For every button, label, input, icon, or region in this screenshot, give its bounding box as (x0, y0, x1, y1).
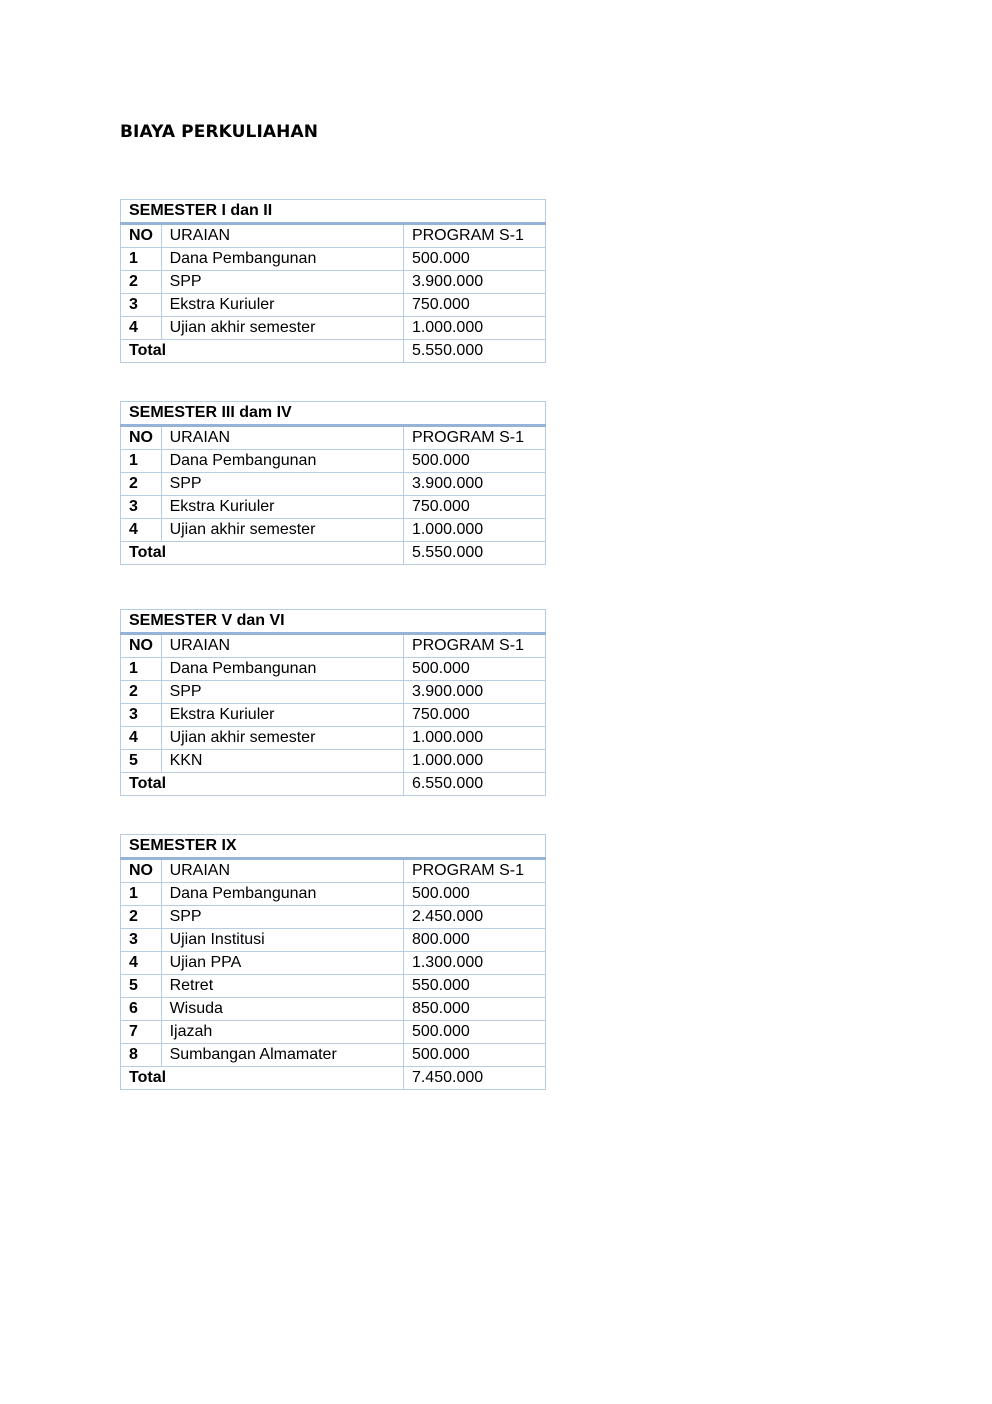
row-amount: 3.900.000 (403, 473, 545, 496)
table-row (121, 998, 546, 1021)
table-row (121, 496, 546, 519)
row-uraian: SPP (161, 473, 403, 496)
table-row (121, 975, 546, 998)
header-program: PROGRAM S-1 (403, 426, 545, 450)
table-caption: SEMESTER IX (121, 835, 546, 859)
row-uraian: Ekstra Kuriuler (161, 704, 403, 727)
row-no: 3 (121, 294, 162, 317)
row-amount: 750.000 (403, 294, 545, 317)
table-caption: SEMESTER I dan II (121, 200, 546, 224)
table-row (121, 271, 546, 294)
row-uraian: Ujian Institusi (161, 929, 403, 952)
row-no: 1 (121, 658, 162, 681)
row-uraian: Dana Pembangunan (161, 450, 403, 473)
fee-table-semester-1-2 (120, 199, 546, 363)
row-uraian: Ujian akhir semester (161, 727, 403, 750)
row-no: 3 (121, 704, 162, 727)
row-amount: 3.900.000 (403, 271, 545, 294)
table-caption: SEMESTER III dam IV (121, 402, 546, 426)
row-amount: 500.000 (403, 450, 545, 473)
row-no: 1 (121, 883, 162, 906)
table-caption-row (121, 200, 546, 224)
row-amount: 500.000 (403, 1044, 545, 1067)
row-amount: 1.000.000 (403, 727, 545, 750)
row-no: 4 (121, 727, 162, 750)
row-no: 2 (121, 271, 162, 294)
table-total-row (121, 773, 546, 796)
row-amount: 500.000 (403, 883, 545, 906)
row-amount: 1.000.000 (403, 750, 545, 773)
row-no: 8 (121, 1044, 162, 1067)
total-label: Total (121, 1067, 404, 1090)
table-row (121, 294, 546, 317)
table-row (121, 450, 546, 473)
row-uraian: Ijazah (161, 1021, 403, 1044)
table-row (121, 1021, 546, 1044)
total-label: Total (121, 542, 404, 565)
row-uraian: Dana Pembangunan (161, 248, 403, 271)
fee-table-semester-3-4 (120, 401, 546, 565)
table-caption-row (121, 835, 546, 859)
table-row (121, 704, 546, 727)
header-uraian: URAIAN (161, 224, 403, 248)
row-uraian: Wisuda (161, 998, 403, 1021)
table-total-row (121, 340, 546, 363)
header-program: PROGRAM S-1 (403, 634, 545, 658)
row-no: 2 (121, 906, 162, 929)
row-amount: 850.000 (403, 998, 545, 1021)
table-total-row (121, 542, 546, 565)
table-row (121, 952, 546, 975)
header-program: PROGRAM S-1 (403, 224, 545, 248)
row-no: 2 (121, 473, 162, 496)
total-value: 7.450.000 (403, 1067, 545, 1090)
row-no: 5 (121, 975, 162, 998)
row-uraian: SPP (161, 271, 403, 294)
table-row (121, 906, 546, 929)
table-row (121, 750, 546, 773)
row-uraian: Ujian PPA (161, 952, 403, 975)
header-uraian: URAIAN (161, 859, 403, 883)
row-no: 4 (121, 952, 162, 975)
row-no: 1 (121, 248, 162, 271)
row-no: 2 (121, 681, 162, 704)
row-amount: 800.000 (403, 929, 545, 952)
total-value: 6.550.000 (403, 773, 545, 796)
table-header-row (121, 426, 546, 450)
total-label: Total (121, 340, 404, 363)
row-amount: 1.000.000 (403, 317, 545, 340)
table-row (121, 681, 546, 704)
row-uraian: Dana Pembangunan (161, 658, 403, 681)
table-row (121, 473, 546, 496)
row-uraian: Ekstra Kuriuler (161, 496, 403, 519)
header-no: NO (121, 634, 162, 658)
header-uraian: URAIAN (161, 426, 403, 450)
table-row (121, 658, 546, 681)
table-caption: SEMESTER V dan VI (121, 610, 546, 634)
document-title: BIAYA PERKULIAHAN (120, 122, 319, 142)
header-uraian: URAIAN (161, 634, 403, 658)
table-row (121, 1044, 546, 1067)
row-amount: 1.300.000 (403, 952, 545, 975)
row-no: 3 (121, 496, 162, 519)
row-amount: 750.000 (403, 704, 545, 727)
row-no: 7 (121, 1021, 162, 1044)
table-caption-row (121, 610, 546, 634)
table-row (121, 727, 546, 750)
table-header-row (121, 634, 546, 658)
header-no: NO (121, 859, 162, 883)
total-value: 5.550.000 (403, 340, 545, 363)
row-amount: 550.000 (403, 975, 545, 998)
table-row (121, 317, 546, 340)
table-caption-row (121, 402, 546, 426)
total-label: Total (121, 773, 404, 796)
row-no: 4 (121, 317, 162, 340)
row-uraian: Ujian akhir semester (161, 519, 403, 542)
row-uraian: Dana Pembangunan (161, 883, 403, 906)
row-uraian: KKN (161, 750, 403, 773)
table-header-row (121, 224, 546, 248)
total-value: 5.550.000 (403, 542, 545, 565)
row-no: 1 (121, 450, 162, 473)
row-amount: 2.450.000 (403, 906, 545, 929)
table-row (121, 929, 546, 952)
table-header-row (121, 859, 546, 883)
table-total-row (121, 1067, 546, 1090)
row-uraian: SPP (161, 906, 403, 929)
row-no: 4 (121, 519, 162, 542)
row-amount: 500.000 (403, 248, 545, 271)
header-no: NO (121, 426, 162, 450)
row-uraian: SPP (161, 681, 403, 704)
table-row (121, 519, 546, 542)
row-uraian: Ekstra Kuriuler (161, 294, 403, 317)
table-row (121, 248, 546, 271)
row-no: 6 (121, 998, 162, 1021)
row-amount: 500.000 (403, 1021, 545, 1044)
row-amount: 1.000.000 (403, 519, 545, 542)
header-no: NO (121, 224, 162, 248)
row-no: 3 (121, 929, 162, 952)
fee-table-semester-5-6 (120, 609, 546, 796)
row-amount: 3.900.000 (403, 681, 545, 704)
fee-table-semester-9 (120, 834, 546, 1090)
row-no: 5 (121, 750, 162, 773)
row-amount: 500.000 (403, 658, 545, 681)
row-amount: 750.000 (403, 496, 545, 519)
row-uraian: Sumbangan Almamater (161, 1044, 403, 1067)
table-row (121, 883, 546, 906)
row-uraian: Ujian akhir semester (161, 317, 403, 340)
row-uraian: Retret (161, 975, 403, 998)
header-program: PROGRAM S-1 (403, 859, 545, 883)
